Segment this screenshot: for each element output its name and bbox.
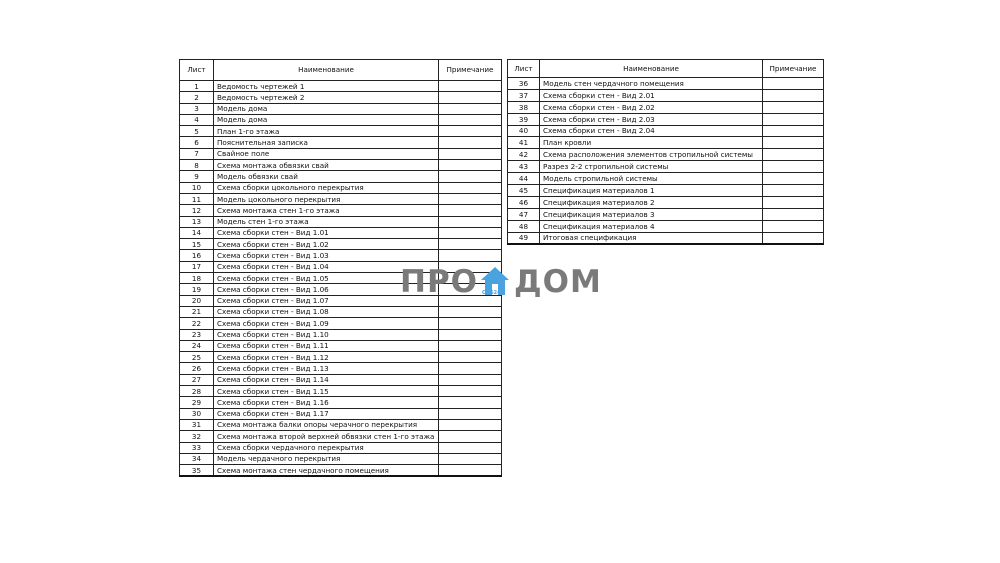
header-note: Примечание [763,60,824,78]
table-row [180,81,502,92]
sheet-note [439,92,502,103]
sheet-note [439,397,502,408]
header-sheet: Лист [180,60,214,81]
table-row [180,465,502,477]
sheet-number: 1 [180,81,214,92]
sheet-number: 29 [180,397,214,408]
sheet-number: 22 [180,318,214,329]
sheet-name: Схема сборки стен - Вид 1.15 [214,386,439,397]
sheet-name: Модель дома [214,103,439,114]
sheet-note [439,306,502,317]
watermark-logo [400,262,602,302]
sheet-note [439,386,502,397]
sheet-name: Схема сборки стен - Вид 1.02 [214,239,439,250]
sheet-number: 10 [180,182,214,193]
logo-subtext: СИБ24 [482,290,501,296]
sheet-name: Схема сборки стен - Вид 1.13 [214,363,439,374]
table-row [180,250,502,261]
sheet-number: 30 [180,408,214,419]
table-row [180,103,502,114]
sheet-name: Модель дома [214,114,439,125]
sheet-name: Схема монтажа стен 1-го этажа [214,205,439,216]
table-row [180,114,502,125]
sheet-number: 45 [508,185,540,197]
sheet-number: 23 [180,329,214,340]
sheet-note [439,137,502,148]
sheet-name: Схема монтажа второй верхней обвязки стен 1-го этажа [214,431,439,442]
sheet-note [439,442,502,453]
sheet-note [439,453,502,464]
table-row [508,185,824,197]
sheet-number: 5 [180,126,214,137]
logo-text-left: ПРО [400,264,479,300]
sheet-note [439,340,502,351]
sheet-note [439,205,502,216]
header-note: Примечание [439,60,502,81]
sheet-number: 43 [508,161,540,173]
sheet-note [439,227,502,238]
table-row [508,78,824,90]
sheet-note [763,232,824,244]
sheet-number: 40 [508,125,540,137]
sheet-name: Спецификация материалов 1 [540,185,763,197]
sheet-note [763,113,824,125]
sheet-number: 2 [180,92,214,103]
sheet-note [439,81,502,92]
sheet-note [439,160,502,171]
table-row [180,442,502,453]
sheet-name: Схема расположения элементов стропильной системы [540,149,763,161]
table-row [180,419,502,430]
sheet-note [763,173,824,185]
sheet-name: Схема монтажа балки опоры черачного перекрытия [214,419,439,430]
sheet-name: Схема монтажа стен чердачного помещения [214,465,439,477]
sheet-note [763,89,824,101]
table-row [508,220,824,232]
table-row [508,89,824,101]
table-row [180,137,502,148]
table-row [508,149,824,161]
sheet-note [439,182,502,193]
sheet-name: Модель обвязки свай [214,171,439,182]
table-row [508,173,824,185]
sheet-name: Пояснительная записка [214,137,439,148]
table-row [180,318,502,329]
sheet-name: Спецификация материалов 3 [540,208,763,220]
logo-text-right: ДОМ [514,264,602,300]
sheet-name: Схема сборки стен - Вид 1.11 [214,340,439,351]
sheet-name: Разрез 2-2 стропильной системы [540,161,763,173]
sheet-number: 15 [180,239,214,250]
table-row [180,352,502,363]
sheet-name: План 1-го этажа [214,126,439,137]
table-row [180,239,502,250]
table-row [508,137,824,149]
sheet-name: Ведомость чертежей 1 [214,81,439,92]
sheet-name: Схема сборки стен - Вид 1.04 [214,261,439,272]
sheet-number: 9 [180,171,214,182]
sheet-name: Схема сборки стен - Вид 1.16 [214,397,439,408]
sheet-note [439,431,502,442]
sheet-name: Спецификация материалов 2 [540,196,763,208]
table-row [180,227,502,238]
table-row [180,453,502,464]
sheet-name: Модель стен 1-го этажа [214,216,439,227]
sheet-name: Схема сборки стен - Вид 1.01 [214,227,439,238]
table-row [180,216,502,227]
table-row [180,408,502,419]
table-row [508,161,824,173]
sheet-note [763,196,824,208]
header-name: Наименование [540,60,763,78]
sheet-number: 35 [180,465,214,477]
sheet-number: 48 [508,220,540,232]
sheet-note [763,208,824,220]
header-name: Наименование [214,60,439,81]
table-row [508,208,824,220]
sheet-note [763,101,824,113]
sheet-name: Схема сборки стен - Вид 2.04 [540,125,763,137]
sheet-number: 16 [180,250,214,261]
sheet-name: Ведомость чертежей 2 [214,92,439,103]
table-row [180,171,502,182]
sheet-number: 34 [180,453,214,464]
sheet-name: Модель цокольного перекрытия [214,193,439,204]
sheet-number: 4 [180,114,214,125]
sheet-name: Схема сборки стен - Вид 1.09 [214,318,439,329]
sheet-name: Схема монтажа обвязки свай [214,160,439,171]
table-row [180,306,502,317]
sheet-note [763,149,824,161]
sheet-number: 44 [508,173,540,185]
sheet-number: 27 [180,374,214,385]
sheet-note [439,419,502,430]
drawing-list-table-right [507,59,824,245]
sheet-number: 32 [180,431,214,442]
table-row [180,148,502,159]
sheet-number: 46 [508,196,540,208]
table-row [508,101,824,113]
sheet-name: Схема сборки стен - Вид 1.12 [214,352,439,363]
sheet-name: Итоговая спецификация [540,232,763,244]
table-row [508,196,824,208]
sheet-number: 8 [180,160,214,171]
sheet-note [439,352,502,363]
sheet-note [763,137,824,149]
sheet-number: 38 [508,101,540,113]
sheet-note [763,185,824,197]
sheet-name: Схема сборки стен - Вид 2.03 [540,113,763,125]
table-row [180,126,502,137]
sheet-name: Модель стропильной системы [540,173,763,185]
table-row [180,205,502,216]
sheet-name: Схема сборки стен - Вид 1.03 [214,250,439,261]
table-row [508,113,824,125]
sheet-name: Модель стен чердачного помещения [540,78,763,90]
sheet-name: Схема сборки чердачного перекрытия [214,442,439,453]
sheet-note [439,374,502,385]
sheet-number: 7 [180,148,214,159]
sheet-number: 12 [180,205,214,216]
sheet-note [763,161,824,173]
sheet-number: 31 [180,419,214,430]
sheet-note [439,250,502,261]
table-row [180,193,502,204]
sheet-number: 41 [508,137,540,149]
table-row [508,232,824,244]
sheet-number: 33 [180,442,214,453]
sheet-name: Схема сборки стен - Вид 1.07 [214,295,439,306]
sheet-note [439,318,502,329]
sheet-number: 47 [508,208,540,220]
table-row [180,92,502,103]
sheet-number: 11 [180,193,214,204]
sheet-note [439,126,502,137]
sheet-name: Схема сборки стен - Вид 2.02 [540,101,763,113]
sheet-note [439,148,502,159]
sheet-number: 24 [180,340,214,351]
sheet-note [763,78,824,90]
sheet-name: Схема сборки стен - Вид 1.10 [214,329,439,340]
table-row [180,374,502,385]
sheet-name: Спецификация материалов 4 [540,220,763,232]
sheet-name: Схема сборки стен - Вид 1.05 [214,273,439,284]
sheet-number: 3 [180,103,214,114]
sheet-note [439,408,502,419]
table-row [508,125,824,137]
sheet-number: 17 [180,261,214,272]
sheet-number: 13 [180,216,214,227]
table-row [180,329,502,340]
sheet-number: 25 [180,352,214,363]
sheet-note [439,239,502,250]
sheet-note [439,103,502,114]
table-row [180,386,502,397]
sheet-number: 20 [180,295,214,306]
sheet-name: Схема сборки стен - Вид 1.06 [214,284,439,295]
header-sheet: Лист [508,60,540,78]
sheet-number: 18 [180,273,214,284]
sheet-name: Свайное поле [214,148,439,159]
sheet-note [763,125,824,137]
table-header-row [180,60,502,81]
table-header-row [508,60,824,78]
sheet-number: 6 [180,137,214,148]
sheet-name: Схема сборки стен - Вид 1.17 [214,408,439,419]
sheet-number: 37 [508,89,540,101]
table-row [180,340,502,351]
sheet-number: 28 [180,386,214,397]
sheet-note [763,220,824,232]
sheet-note [439,114,502,125]
sheet-number: 14 [180,227,214,238]
sheet-name: План кровли [540,137,763,149]
sheet-name: Схема сборки стен - Вид 1.14 [214,374,439,385]
sheet-number: 39 [508,113,540,125]
sheet-name: Схема сборки стен - Вид 1.08 [214,306,439,317]
table-row [180,397,502,408]
table-row [180,160,502,171]
sheet-number: 26 [180,363,214,374]
sheet-number: 36 [508,78,540,90]
sheet-number: 19 [180,284,214,295]
sheet-number: 21 [180,306,214,317]
table-row [180,363,502,374]
sheet-note [439,465,502,477]
sheet-name: Схема сборки цокольного перекрытия [214,182,439,193]
sheet-name: Схема сборки стен - Вид 2.01 [540,89,763,101]
table-row [180,431,502,442]
sheet-name: Модель чердачного перекрытия [214,453,439,464]
sheet-number: 49 [508,232,540,244]
sheet-note [439,329,502,340]
sheet-note [439,363,502,374]
sheet-number: 42 [508,149,540,161]
sheet-note [439,171,502,182]
table-row [180,182,502,193]
sheet-note [439,193,502,204]
sheet-note [439,216,502,227]
